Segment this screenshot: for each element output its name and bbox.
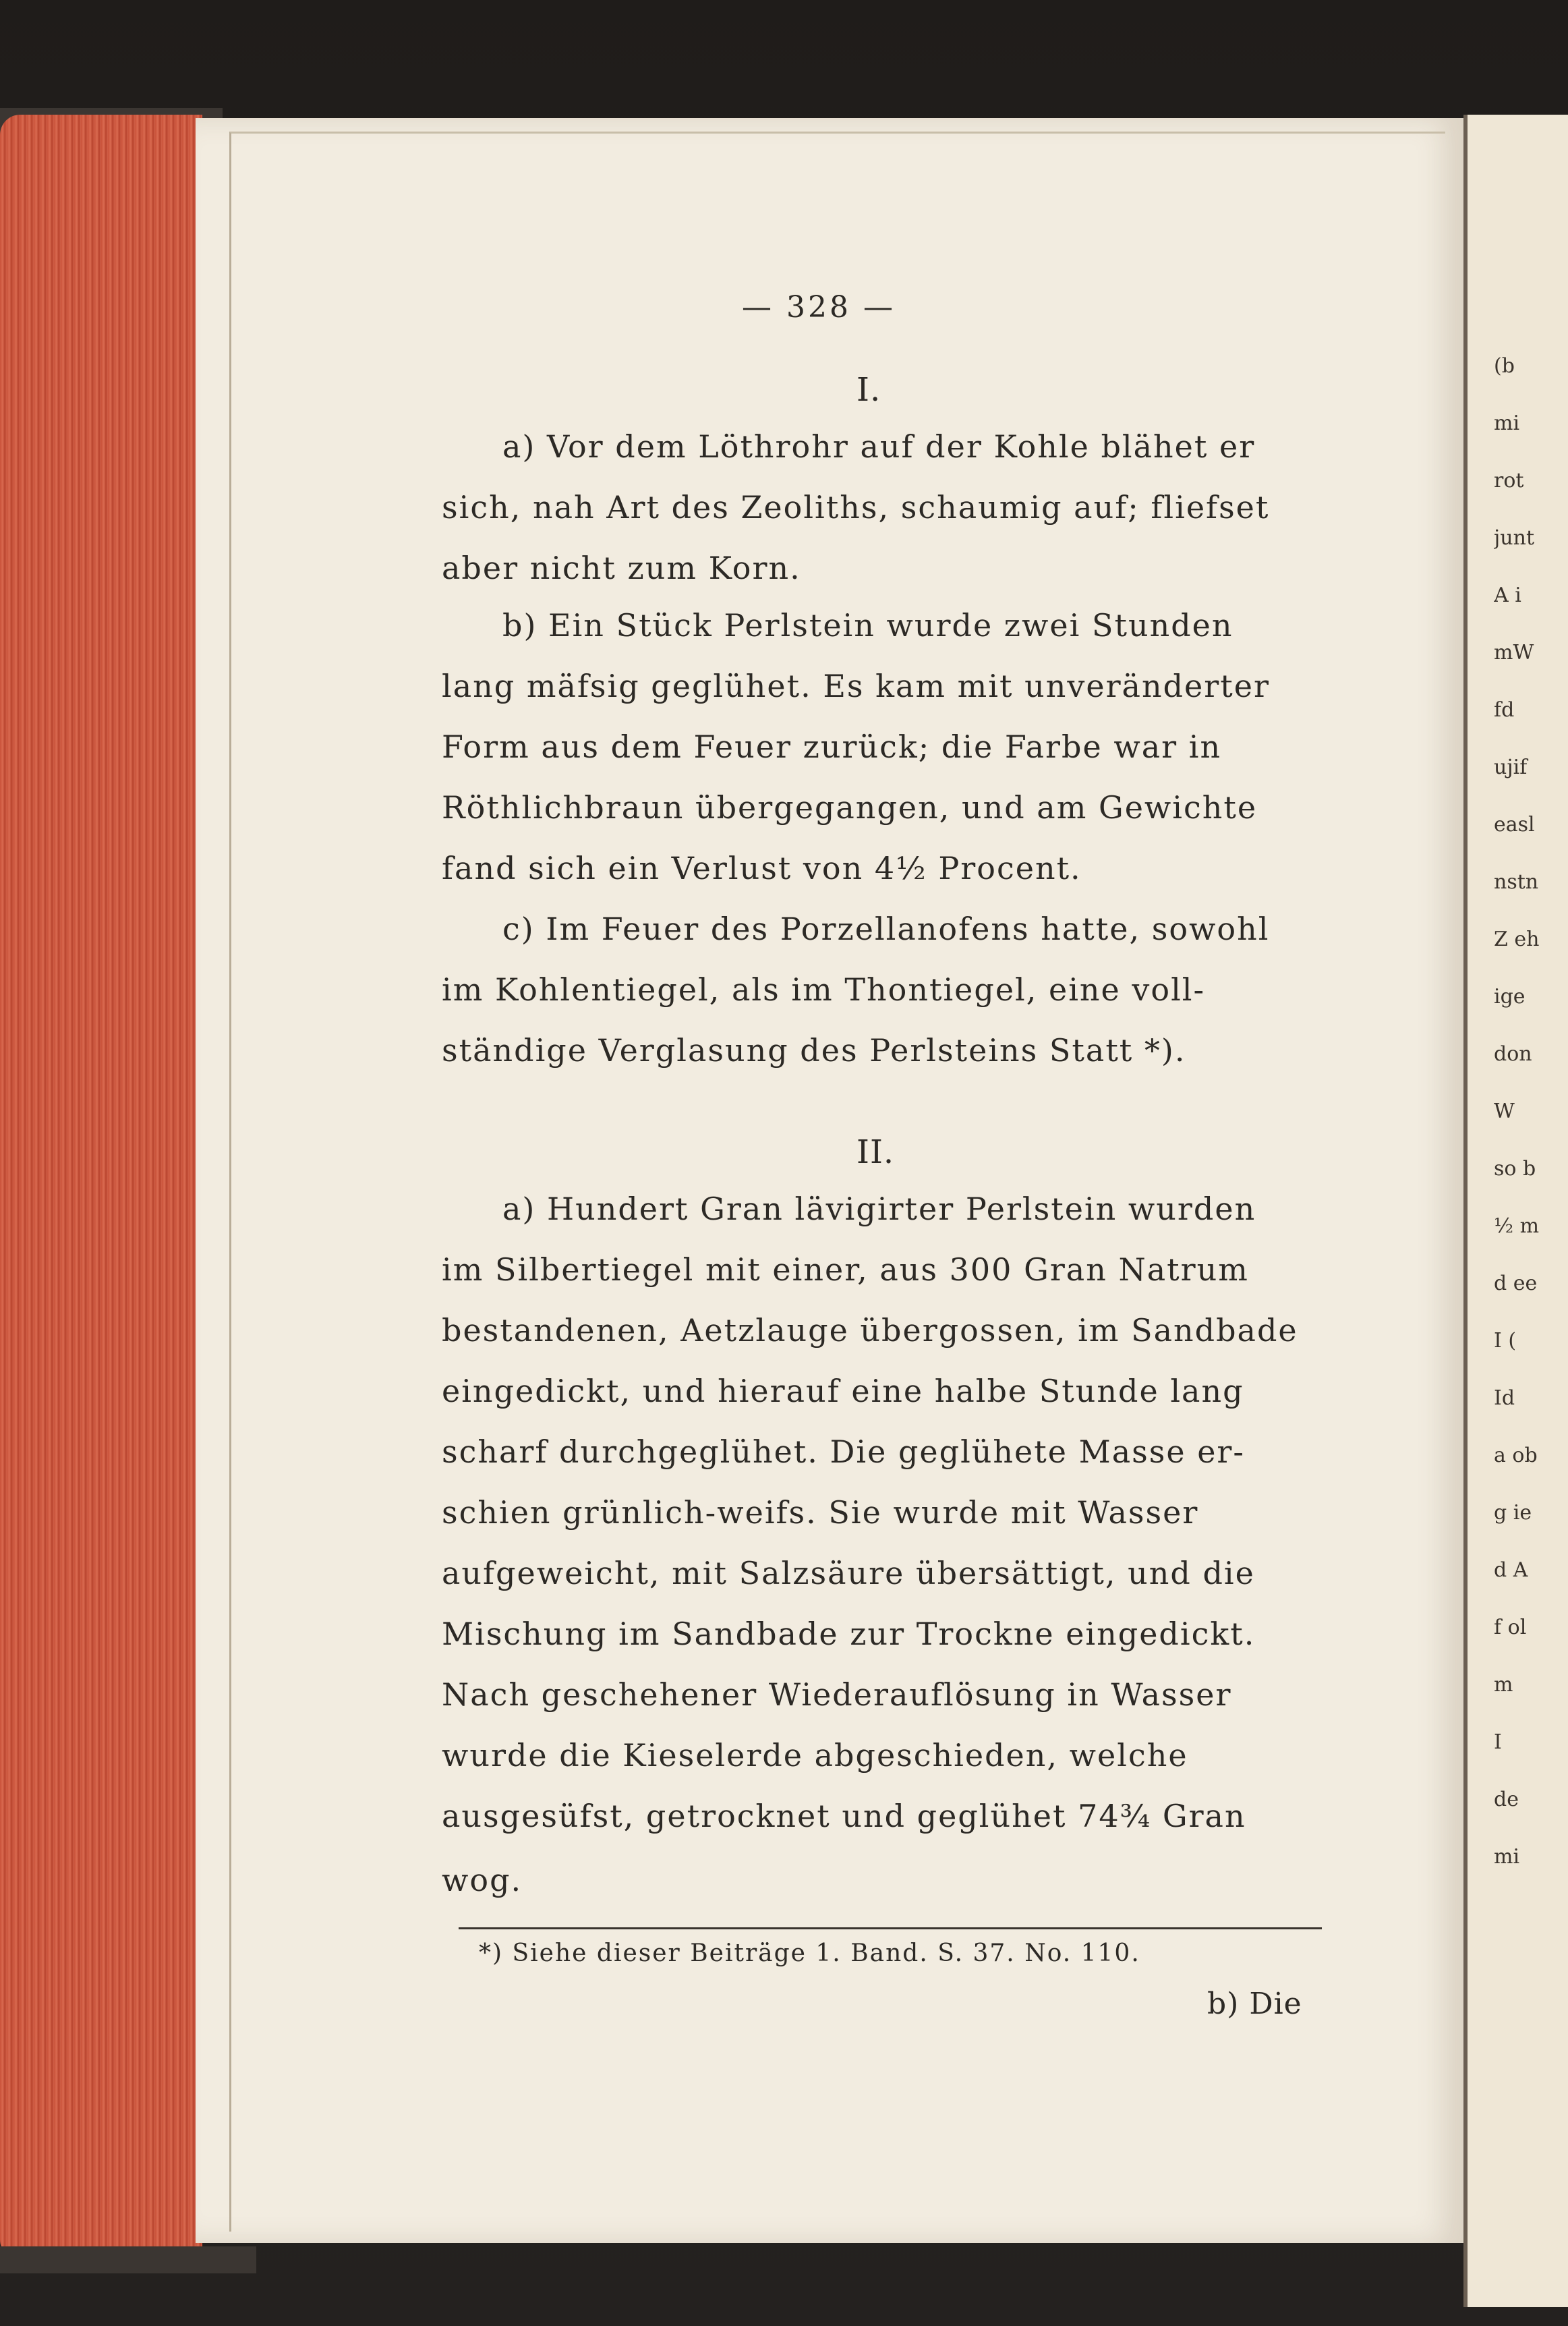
text-line: aber nicht zum Korn. bbox=[442, 550, 801, 586]
adjacent-fragment: ige bbox=[1494, 985, 1526, 1009]
text-line: ausgesüfst, getrocknet und geglühet 74¾ Gran bbox=[442, 1798, 1246, 1834]
adjacent-fragment: junt bbox=[1494, 526, 1534, 550]
text-line: eingedickt, und hierauf eine halbe Stunde lang bbox=[442, 1373, 1244, 1409]
adjacent-page-text bbox=[1494, 337, 1568, 1885]
footnote: *) Siehe dieser Beiträge 1. Band. S. 37. No. 110. bbox=[479, 1939, 1140, 1967]
adjacent-fragment: fd bbox=[1494, 698, 1515, 722]
adjacent-fragment: ujif bbox=[1494, 756, 1528, 779]
text-line: im Kohlentiegel, als im Thontiegel, eine voll- bbox=[442, 971, 1206, 1008]
text-line: bestandenen, Aetzlauge übergossen, im Sandbade bbox=[442, 1312, 1298, 1349]
text-line: scharf durchgeglühet. Die geglühete Masse er- bbox=[442, 1434, 1245, 1470]
text-line: a) Vor dem Löthrohr auf der Kohle blähet er bbox=[502, 428, 1256, 465]
adjacent-fragment: a ob bbox=[1494, 1444, 1538, 1467]
text-line: fand sich ein Verlust von 4½ Procent. bbox=[442, 850, 1082, 886]
text-line: b) Ein Stück Perlstein wurde zwei Stunden bbox=[502, 607, 1233, 644]
adjacent-fragment: mi bbox=[1494, 1845, 1520, 1869]
adjacent-fragment: ½ m bbox=[1494, 1214, 1540, 1238]
text-line: Mischung im Sandbade zur Trockne eingedickt. bbox=[442, 1616, 1256, 1652]
page-number: — 328 — bbox=[742, 290, 896, 324]
adjacent-fragment: d ee bbox=[1494, 1272, 1538, 1295]
text-line: Nach geschehener Wiederauflösung in Wasser bbox=[442, 1676, 1232, 1713]
text-line: im Silbertiegel mit einer, aus 300 Gran Natrum bbox=[442, 1251, 1249, 1288]
adjacent-fragment: rot bbox=[1494, 469, 1524, 492]
adjacent-fragment: so b bbox=[1494, 1157, 1536, 1181]
text-line: aufgeweicht, mit Salzsäure übersättigt, und die bbox=[442, 1555, 1255, 1591]
text-line: wog. bbox=[442, 1862, 523, 1898]
catchword: b) Die bbox=[1207, 1987, 1302, 2021]
text-line: Form aus dem Feuer zurück; die Farbe war in bbox=[442, 729, 1222, 765]
adjacent-fragment: W bbox=[1494, 1100, 1515, 1123]
adjacent-fragment: mi bbox=[1494, 412, 1520, 435]
adjacent-fragment: (b bbox=[1494, 354, 1515, 378]
adjacent-fragment: mW bbox=[1494, 641, 1534, 664]
adjacent-fragment: m bbox=[1494, 1673, 1513, 1697]
adjacent-fragment: I ( bbox=[1494, 1329, 1517, 1353]
footnote-rule bbox=[459, 1927, 1322, 1929]
text-line: wurde die Kieselerde abgeschieden, welche bbox=[442, 1737, 1188, 1774]
adjacent-fragment: de bbox=[1494, 1788, 1519, 1811]
adjacent-fragment: f ol bbox=[1494, 1616, 1527, 1639]
section-heading-1: I. bbox=[856, 371, 881, 409]
text-line: sich, nah Art des Zeoliths, schaumig auf; fliefset bbox=[442, 489, 1270, 526]
text-line: Röthlichbraun übergegangen, und am Gewichte bbox=[442, 789, 1258, 826]
adjacent-fragment: d A bbox=[1494, 1558, 1528, 1582]
text-line: schien grünlich-weifs. Sie wurde mit Wasser bbox=[442, 1494, 1199, 1531]
adjacent-fragment: Id bbox=[1494, 1386, 1515, 1410]
book-cover-bottom bbox=[0, 2246, 256, 2273]
adjacent-fragment: g ie bbox=[1494, 1501, 1532, 1525]
adjacent-fragment: Z eh bbox=[1494, 928, 1540, 951]
adjacent-fragment: nstn bbox=[1494, 870, 1539, 894]
section-heading-2: II. bbox=[856, 1133, 895, 1171]
text-line: a) Hundert Gran lävigirter Perlstein wurden bbox=[502, 1191, 1256, 1227]
adjacent-fragment: don bbox=[1494, 1042, 1532, 1066]
text-line: lang mäfsig geglühet. Es kam mit unveränderter bbox=[442, 668, 1270, 704]
page-edges bbox=[0, 115, 202, 2260]
text-line: c) Im Feuer des Porzellanofens hatte, sowohl bbox=[502, 911, 1270, 947]
adjacent-fragment: easl bbox=[1494, 813, 1535, 836]
adjacent-fragment: A i bbox=[1494, 584, 1521, 607]
text-line: ständige Verglasung des Perlsteins Statt *). bbox=[442, 1032, 1186, 1069]
adjacent-fragment: I bbox=[1494, 1730, 1502, 1754]
